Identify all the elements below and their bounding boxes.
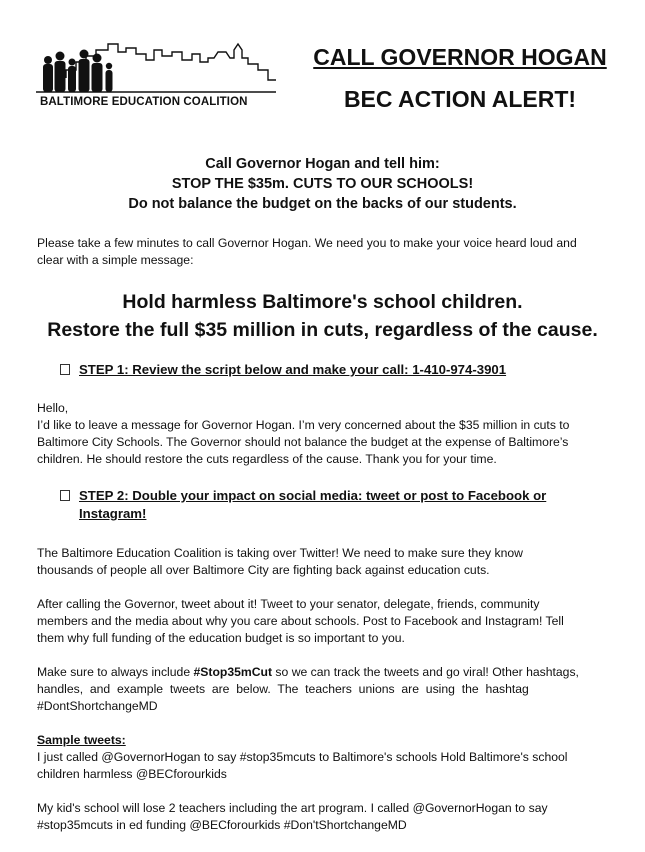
twitter-paragraph xyxy=(37,545,603,579)
script-line-1: Hello, xyxy=(37,401,69,415)
checkbox-icon[interactable] xyxy=(60,490,70,501)
skyline-people-logo-graphic xyxy=(36,40,276,96)
key-message xyxy=(10,288,635,344)
page-subtitle: BEC ACTION ALERT! xyxy=(343,86,577,112)
hashtag-line-3: #DontShortchangeMD xyxy=(37,699,158,713)
cta-line-3: Do not balance the budget on the backs of our students. xyxy=(128,196,517,212)
sample-tweets-heading: Sample tweets: xyxy=(37,733,126,747)
hashtag-prefix: Make sure to always include xyxy=(37,665,194,679)
key-message-line-2: Restore the full $35 million in cuts, regardless of the cause. xyxy=(47,319,598,341)
step-2-label-line-2: Instagram! xyxy=(79,506,147,521)
hashtag-suffix: so we can track the tweets and go viral! Other hashtags, xyxy=(272,665,579,679)
twitter-line-1: The Baltimore Education Coalition is taking over Twitter! We need to make sure they know xyxy=(37,546,523,560)
script-line-2: I’d like to leave a message for Governor Hogan. I’m very concerned about the $35 million in cuts to xyxy=(37,418,570,432)
page-title: CALL GOVERNOR HOGAN xyxy=(313,44,607,70)
sample-tweets xyxy=(37,732,603,783)
after-call-line-2: members and the media about why you care about schools. Post to Facebook and Instagram! Tell xyxy=(37,614,564,628)
cta-line-2: STOP THE $35m. CUTS TO OUR SCHOOLS! xyxy=(171,176,474,192)
tweet-1-line-2: children harmless @BECforourkids xyxy=(37,767,227,781)
cta-line-1: Call Governor Hogan and tell him: xyxy=(205,156,440,172)
call-to-action-heading xyxy=(20,154,625,214)
checkbox-icon[interactable] xyxy=(60,364,70,375)
twitter-line-2: thousands of people all over Baltimore City are fighting back against education cuts. xyxy=(37,563,490,577)
hashtag-paragraph xyxy=(37,664,603,715)
script-line-3: Baltimore City Schools. The Governor should not balance the budget at the expense of Baltimore’s xyxy=(37,435,569,449)
after-call-line-1: After calling the Governor, tweet about it! Tweet to your senator, delegate, friends, community xyxy=(37,597,540,611)
step-2 xyxy=(60,487,600,525)
call-script xyxy=(37,400,603,468)
step-2-label xyxy=(79,487,594,523)
primary-hashtag: #Stop35mCut xyxy=(193,665,273,679)
bec-logo xyxy=(36,40,276,116)
tweet-1-line-1: I just called @GovernorHogan to say #stop35mcuts to Baltimore's schools Hold Baltimore's school xyxy=(37,750,568,764)
step-1-label: STEP 1: Review the script below and make your call: 1-410-974-3901 xyxy=(79,362,507,377)
step-2-label-line-1: STEP 2: Double your impact on social media: tweet or post to Facebook or xyxy=(79,488,547,503)
after-call-paragraph xyxy=(37,596,603,647)
hashtag-line-2: handles, and example tweets are below. The teachers unions are using the hashtag xyxy=(37,682,529,696)
key-message-line-1: Hold harmless Baltimore's school children. xyxy=(122,291,523,313)
intro-line-1: Please take a few minutes to call Governor Hogan. We need you to make your voice heard loud and xyxy=(37,236,577,250)
logo-org-name: BALTIMORE EDUCATION COALITION xyxy=(40,96,248,108)
after-call-line-3: them why full funding of the education budget is so important to you. xyxy=(37,631,405,645)
intro-paragraph xyxy=(37,235,603,269)
script-line-4: children. He should restore the cuts regardless of the cause. Thank you for your time. xyxy=(37,452,497,466)
tweet-2-line-1: My kid's school will lose 2 teachers including the art program. I called @GovernorHogan to say xyxy=(37,801,548,815)
hashtag-line-1 xyxy=(37,664,603,681)
step-1 xyxy=(60,361,600,381)
sample-tweet-2 xyxy=(37,800,603,834)
tweet-2-line-2: #stop35mcuts in ed funding @BECforourkids #Don'tShortchangeMD xyxy=(37,818,407,832)
intro-line-2: clear with a simple message: xyxy=(37,253,194,267)
